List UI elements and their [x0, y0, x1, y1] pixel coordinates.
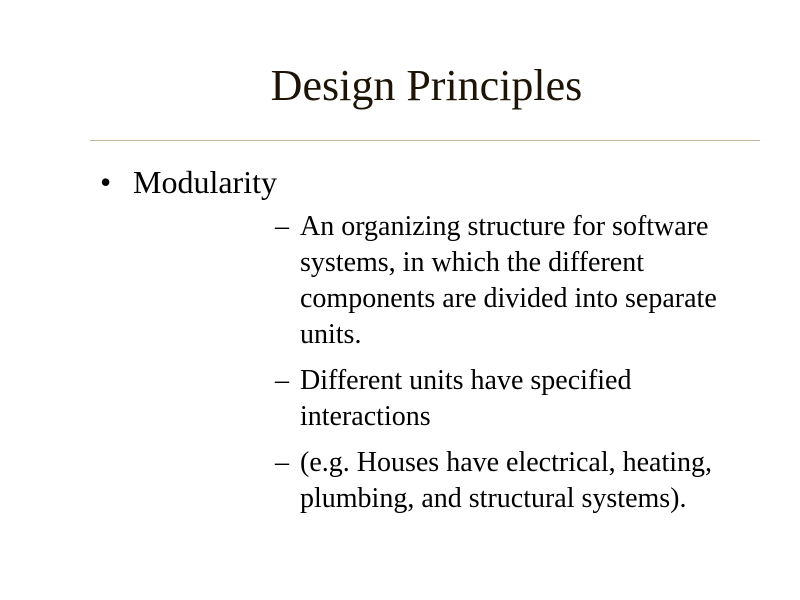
dash-marker: –: [275, 211, 289, 242]
sub-bullet-item: [133, 363, 800, 435]
sub-bullet-list: [133, 209, 800, 517]
sub-bullet-item: [133, 209, 800, 353]
dash-marker: –: [275, 447, 289, 478]
bullet-text: Modularity: [133, 164, 277, 200]
sub-bullet-text: An organizing structure for software systems, in which the different components are divided into separate units.: [300, 211, 717, 350]
bullet-item: [0, 163, 800, 517]
bullet-list: [0, 163, 800, 527]
slide-title: Design Principles: [270, 61, 583, 110]
bullet-marker: •: [100, 164, 112, 200]
sub-bullet-text: (e.g. Houses have electrical, heating, plumbing, and structural systems).: [300, 447, 713, 514]
dash-marker: –: [275, 365, 289, 396]
sub-bullet-text: Different units have specified interactions: [300, 365, 632, 432]
sub-bullet-item: [133, 445, 800, 517]
title-divider: [90, 140, 760, 141]
